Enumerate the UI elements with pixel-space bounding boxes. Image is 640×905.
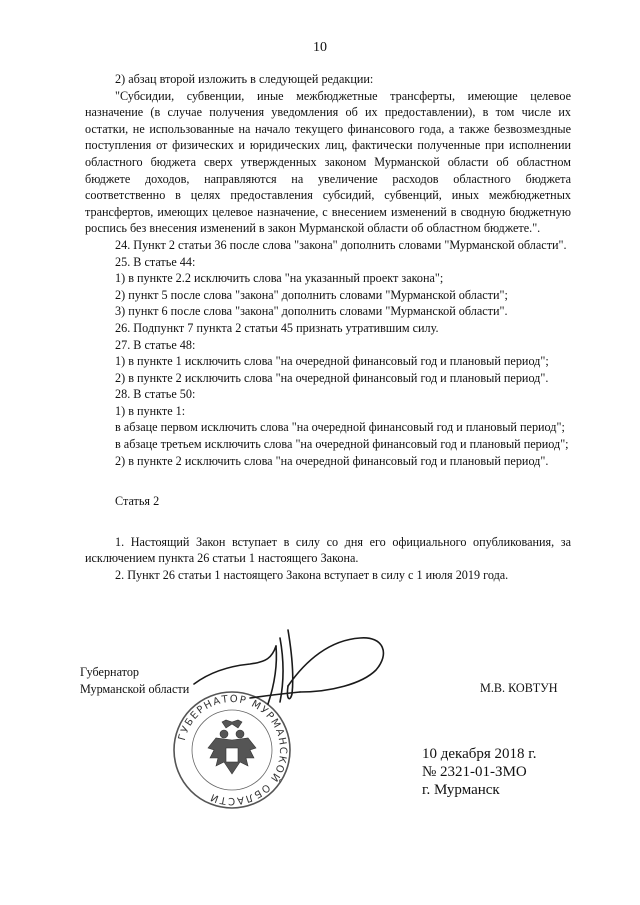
paragraph: 2) абзац второй изложить в следующей редакции:	[115, 72, 374, 86]
paragraph: 2) пункт 5 после слова "закона" дополнить словами "Мурманской области";	[115, 287, 508, 302]
paragraph: 2. Пункт 26 статьи 1 настоящего Закона вступает в силу с 1 июля 2019 года.	[115, 568, 509, 583]
paragraph: 25. В статье 44:	[115, 254, 196, 269]
svg-text:ГУБЕРНАТОР МУРМАНСКОЙ ОБЛАСТИ: ГУБЕРНАТОР МУРМАНСКОЙ ОБЛАСТИ	[176, 693, 289, 807]
paragraph: 27. В статье 48:	[115, 337, 196, 352]
paragraph: "Субсидии, субвенции, иные межбюджетные трансферты, имеющие целевое назначение (в случае получения уведомления об их предоставлении), в том числе их остатки, не использованные на начало текущего финансового года, а также безвозмездные поступления от физических и юридических лиц, фактически полученные при исполнении областного бюджета сверх утвержденных законом Мурманской области об областном бюджете доходов, направляются на увеличение расходов областного бюджета соответственно в целях предоставления субсидий, субвенций, иных межбюджетных трансфертов, имеющих целевое назначение, с внесением изменений в сводную бюджетную роспись без внесения изменений в закон Мурманской области об областном бюджете.".	[85, 88, 571, 236]
paragraph: 1. Настоящий Закон вступает в силу со дня его официального опубликования, за исключением пункта 26 статьи 1 настоящего Закона.	[85, 534, 571, 566]
stamp-date: 10 декабря 2018 г.	[422, 746, 537, 762]
paragraph: 2) в пункте 2 исключить слова "на очередной финансовый год и плановый период".	[115, 453, 549, 468]
position-line-1: Губернатор	[80, 665, 140, 679]
paragraph: в абзаце третьем исключить слова "на очередной финансовый год и плановый период";	[115, 437, 569, 452]
paragraph: 1) в пункте 1:	[115, 403, 186, 418]
document-body	[85, 71, 571, 584]
paragraph: 3) пункт 6 после слова "закона" дополнить словами "Мурманской области".	[115, 304, 508, 319]
paragraph: 28. В статье 50:	[115, 387, 196, 402]
paragraph: 26. Подпункт 7 пункта 2 статьи 45 признать утратившим силу.	[115, 320, 439, 335]
paragraph: Статья 2	[115, 494, 160, 509]
position-line-2: Мурманской области	[80, 682, 190, 696]
stamp-number: № 2321-01-ЗМО	[422, 764, 527, 780]
paragraph: 1) в пункте 2.2 исключить слова "на указанный проект закона";	[115, 271, 444, 286]
handwritten-signature-icon	[180, 620, 420, 710]
registration-stamp	[422, 745, 537, 799]
stamp-city: г. Мурманск	[422, 782, 500, 798]
paragraph: 2) в пункте 2 исключить слова "на очередной финансовый год и плановый период".	[115, 370, 549, 385]
page-number: 10	[313, 40, 327, 55]
paragraph: 1) в пункте 1 исключить слова "на очередной финансовый год и плановый период";	[115, 354, 549, 369]
paragraph: 24. Пункт 2 статьи 36 после слова "закона" дополнить словами "Мурманской области".	[115, 237, 567, 252]
paragraph: в абзаце первом исключить слова "на очередной финансовый год и плановый период";	[115, 420, 565, 435]
signatory-name: М.В. КОВТУН	[480, 681, 558, 695]
